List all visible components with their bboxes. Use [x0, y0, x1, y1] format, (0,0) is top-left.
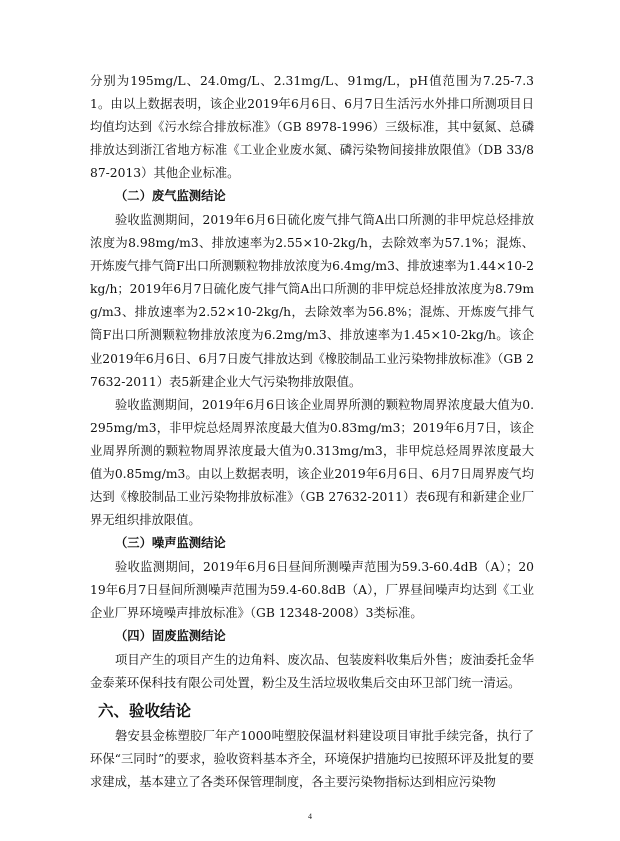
heading-noise-conclusion: （三）噪声监测结论: [115, 536, 226, 551]
page-number: 4: [308, 812, 312, 821]
paragraph-wastewater-conclusion: 分别为195mg/L、24.0mg/L、2.31mg/L、91mg/L，pH值范围为7.25-7.31。由以上数据表明，该企业2019年6月6日、6月7日生活污水外排口所测项目日均值均达到《污水综合排放标准》（GB 8978-1996）三级标准，其中氨氮、总磷排放达到浙江省地方标准《工业企业废水氮、磷污染物间接排放限值》（DB 33/887-2013）其他企业标准。: [90, 74, 534, 181]
paragraph-solid-waste-results: 项目产生的项目产生的边角料、废次品、包装废料收集后外售；废油委托金华金泰莱环保科技有限公司处置，粉尘及生活垃圾收集后交由环卫部门统一清运。: [90, 652, 534, 690]
section-heading-acceptance-conclusion: 六、验收结论: [98, 701, 192, 720]
paragraph-acceptance-conclusion: 磐安县金栋塑胶厂年产1000吨塑胶保温材料建设项目审批手续完备，执行了环保“三同时”的要求，验收资料基本齐全，环境保护措施均已按照环评及批复的要求建成，基本建立了各类环保管理制度，各主要污染物指标达到相应污染物: [90, 728, 534, 789]
heading-exhaust-gas-conclusion: （二）废气监测结论: [115, 189, 226, 204]
heading-solid-waste-conclusion: （四）固废监测结论: [115, 629, 226, 644]
paragraph-boundary-gas-results: 验收监测期间，2019年6月6日该企业周界所测的颗粒物周界浓度最大值为0.295mg/m3，非甲烷总烃周界浓度最大值为0.83mg/m3；2019年6月7日，该企业周界所测的颗粒物周界浓度最大值为0.313mg/m3，非甲烷总烃周界浓度最大值为0.85mg/m3。由以上数据表明，该企业2019年6月6日、6月7日周界废气均达到《橡胶制品工业污染物排放标准》（GB 27632-2011）表6现有和新建企业厂界无组织排放限值。: [90, 397, 534, 528]
document-page: [90, 70, 534, 794]
paragraph-exhaust-stack-results: 验收监测期间，2019年6月6日硫化废气排气筒A出口所测的非甲烷总烃排放浓度为8.98mg/m3、排放速率为2.55×10-2kg/h，去除效率为57.1%；混炼、开炼废气排气筒F出口所测颗粒物排放浓度为6.4mg/m3、排放速率为1.44×10-2kg/h；2019年6月7日硫化废气排气筒A出口所测的非甲烷总烃排放浓度为8.79mg/m3、排放速率为2.52×10-2kg/h，去除效率为56.8%；混炼、开炼废气排气筒F出口所测颗粒物排放浓度为6.2mg/m3、排放速率为1.45×10-2kg/h。该企业2019年6月6日、6月7日废气排放达到《橡胶制品工业污染物排放标准》（GB 27632-2011）表5新建企业大气污染物排放限值。: [90, 212, 534, 389]
paragraph-noise-results: 验收监测期间，2019年6月6日昼间所测噪声范围为59.3-60.4dB（A）；2019年6月7日昼间所测噪声范围为59.4-60.8dB（A），厂界昼间噪声均达到《工业企业厂界环境噪声排放标准》（GB 12348-2008）3类标准。: [90, 559, 534, 620]
